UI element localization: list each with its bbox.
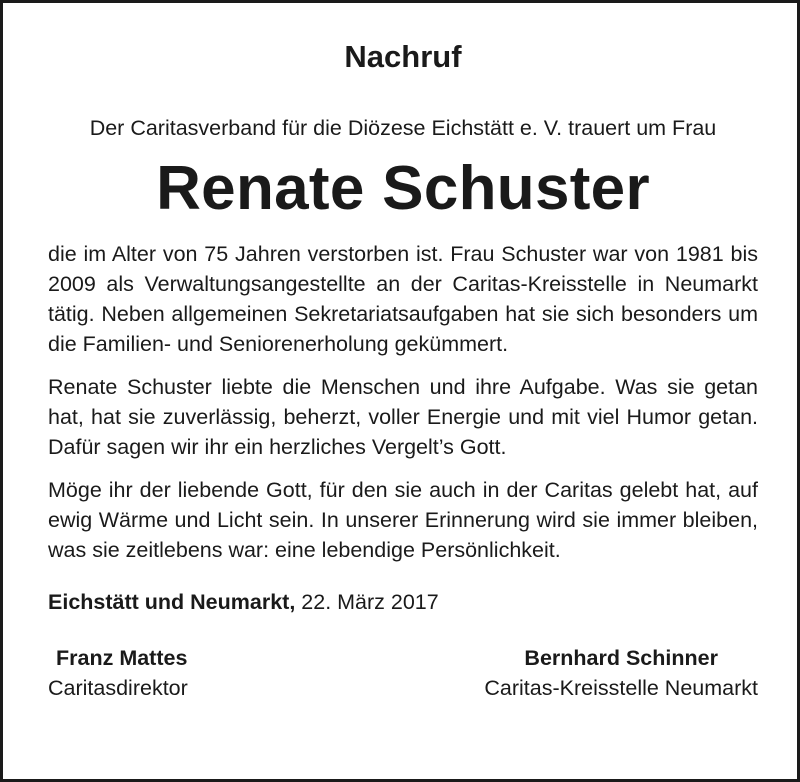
dateline — [48, 587, 758, 617]
paragraph-biography: die im Alter von 75 Jahren verstorben ist. Frau Schuster war von 1981 bis 2009 als Verwaltungsangestellte an der Caritas-Kreisstelle in Neumarkt tätig. Neben allgemeinen Sekretariatsaufgaben hat sie sich besonders um die Familien- und Seniorenerholung gekümmert. — [48, 242, 758, 356]
intro-line: Der Caritasverband für die Diözese Eichstätt e. V. trauert um Frau — [89, 116, 717, 140]
signatory-role: Caritas-Kreisstelle Neumarkt — [484, 676, 758, 700]
signatory-name: Franz Mattes — [56, 646, 188, 670]
deceased-name: Renate Schuster — [156, 154, 650, 223]
signature-left — [48, 643, 188, 703]
notice-content — [48, 37, 758, 703]
signatures — [48, 643, 758, 703]
signatory-role: Caritasdirektor — [48, 676, 188, 700]
signature-right — [484, 643, 758, 703]
paragraph-farewell: Möge ihr der liebende Gott, für den sie auch in der Caritas gelebt hat, auf ewig Wärme und Licht sein. In unserer Erinnerung wird sie immer bleiben, was sie zeitlebens war: eine lebendige Persönlichkeit. — [48, 478, 758, 562]
signatory-name: Bernhard Schinner — [524, 646, 718, 670]
dateline-date: 22. März 2017 — [301, 590, 439, 614]
paragraph-tribute: Renate Schuster liebte die Menschen und ihre Aufgabe. Was sie getan hat, hat sie zuverlässig, beherzt, voller Energie und mit viel Humor getan. Dafür sagen wir ihr ein herzliches Vergelt’s Gott. — [48, 375, 758, 459]
dateline-place: Eichstätt und Neumarkt, — [48, 590, 296, 614]
notice-heading: Nachruf — [344, 39, 462, 74]
